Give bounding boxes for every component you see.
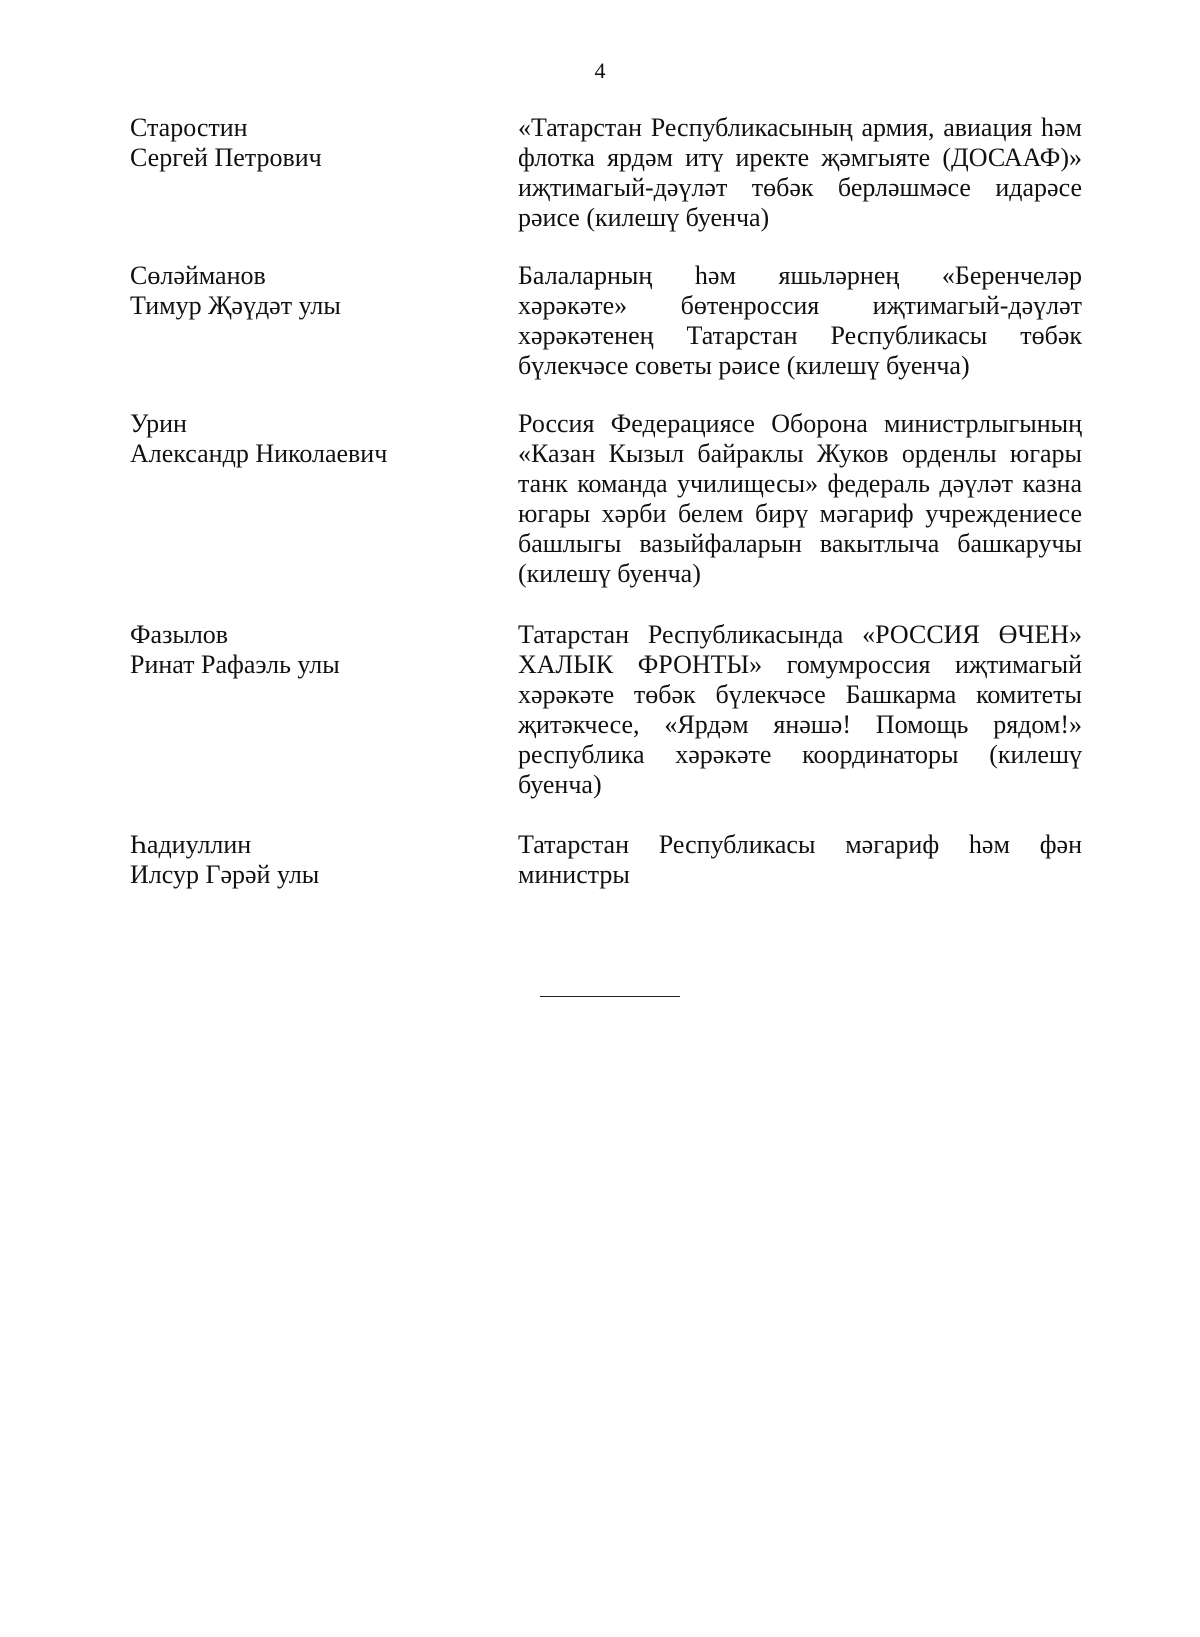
member-name xyxy=(130,113,518,233)
member-given-name: Сергей Петрович xyxy=(130,143,322,172)
member-position: Татарстан Республикасында «РОССИЯ ӨЧЕН» ХАЛЫК ФРОНТЫ» гомумроссия иҗтимагый хәрәкәте төбәк бүлекчәсе Башкарма комитеты җитәкчесе, «Ярдәм янәшә! Помощь рядом!» республика хәрәкәте координаторы (килешү буенча) xyxy=(518,620,1082,799)
member-name xyxy=(130,620,518,800)
member-surname: Старостин xyxy=(130,113,248,142)
member-surname: Урин xyxy=(130,409,187,438)
member-entry xyxy=(130,830,1082,890)
member-position: Россия Федерациясе Оборона министрлыгының «Казан Кызыл байраклы Жуков орденлы югары танк команда училищесы» федераль дәүләт казна югары хәрби белем бирү мәгариф учреждениесе башлыгы вазыйфаларын вакытлыча башкаручы (килешү буенча) xyxy=(518,409,1082,588)
member-given-name: Александр Николаевич xyxy=(130,439,388,468)
member-entry xyxy=(130,113,1082,233)
member-position: «Татарстан Республикасының армия, авиация һәм флотка ярдәм итү иректе җәмгыяте (ДОСААФ)» иҗтимагый-дәүләт төбәк берләшмәсе идарәсе рәисе (килешү буенча) xyxy=(518,113,1082,232)
member-entry xyxy=(130,261,1082,381)
member-given-name: Тимур Җәүдәт улы xyxy=(130,291,341,320)
end-separator-line xyxy=(540,996,680,997)
member-name xyxy=(130,830,518,890)
member-entry xyxy=(130,409,1082,589)
member-given-name: Илсур Гәрәй улы xyxy=(130,860,320,889)
member-entry xyxy=(130,620,1082,800)
member-given-name: Ринат Рафаэль улы xyxy=(130,650,340,679)
member-name xyxy=(130,261,518,381)
member-list xyxy=(130,113,1082,917)
member-surname: Фазылов xyxy=(130,620,229,649)
member-surname: Һадиуллин xyxy=(130,830,252,859)
member-position: Татарстан Республикасы мәгариф һәм фән министры xyxy=(518,830,1082,889)
member-surname: Сөләйманов xyxy=(130,261,266,290)
page-number: 4 xyxy=(594,58,606,83)
member-name xyxy=(130,409,518,589)
member-position: Балаларның һәм яшьләрнең «Беренчеләр хәрәкәте» бөтенроссия иҗтимагый-дәүләт хәрәкәтенең Татарстан Республикасы төбәк бүлекчәсе советы рәисе (килешү буенча) xyxy=(518,261,1082,380)
